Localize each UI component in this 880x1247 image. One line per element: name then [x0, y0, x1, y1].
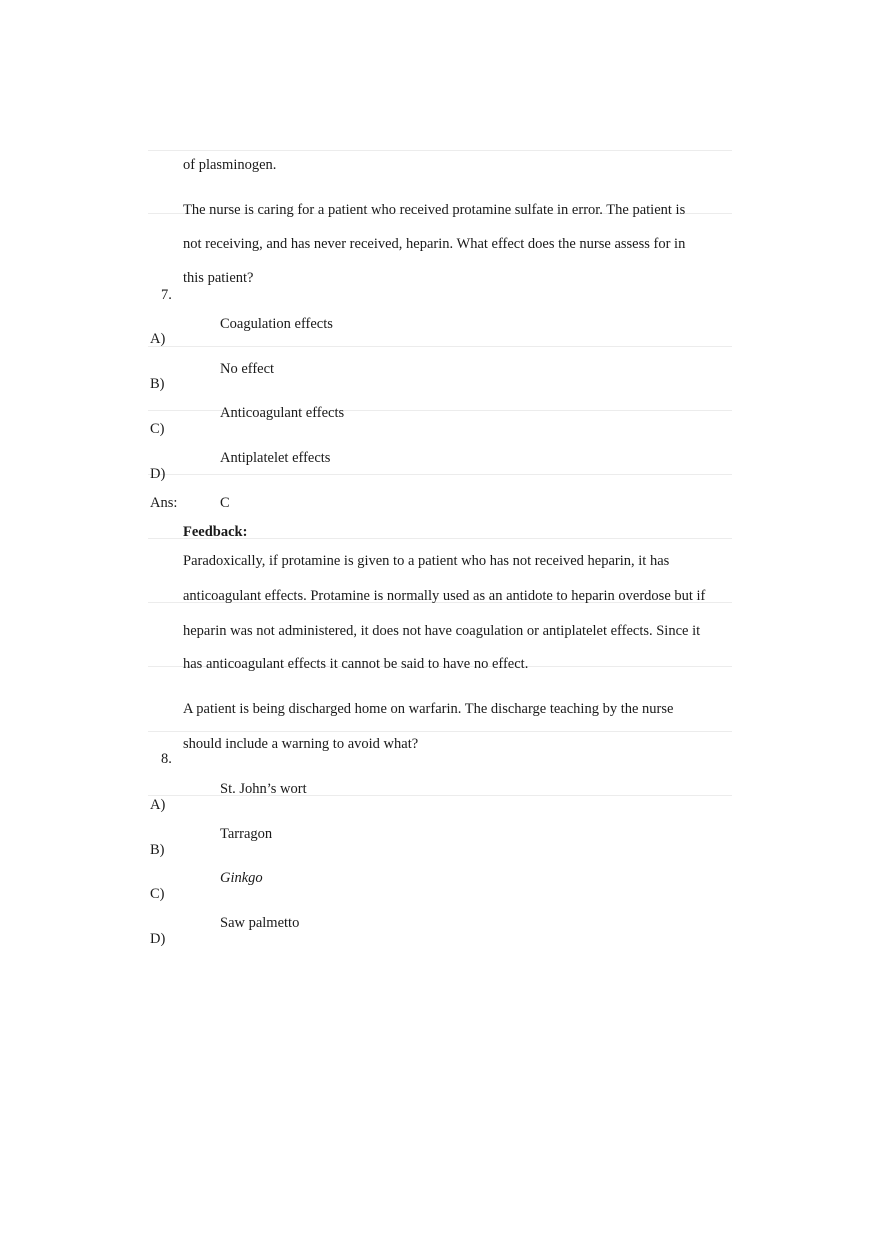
q8-option-b-label: B) — [150, 842, 165, 858]
q8-number: 8. — [161, 751, 172, 767]
q8-option-a-label: A) — [150, 797, 166, 813]
q8-option-b-text: Tarragon — [220, 826, 273, 842]
answer-label: Ans: — [150, 495, 178, 511]
q8-line: should include a warning to avoid what? — [183, 736, 419, 752]
divider — [148, 150, 732, 151]
q7-option-d-text: Antiplatelet effects — [220, 450, 331, 466]
q8-option-a-text: St. John’s wort — [220, 781, 307, 797]
feedback-line: has anticoagulant effects it cannot be said to have no effect. — [183, 656, 529, 672]
q8-option-c-label: C) — [150, 886, 165, 902]
q7-option-c-label: C) — [150, 421, 165, 437]
q7-option-b-label: B) — [150, 376, 165, 392]
previous-text-tail: of plasminogen. — [183, 157, 277, 173]
q7-line: this patient? — [183, 270, 254, 286]
feedback-title: Feedback: — [183, 524, 248, 540]
q7-line: not receiving, and has never received, heparin. What effect does the nurse assess for in — [183, 236, 686, 252]
q7-option-d-label: D) — [150, 466, 166, 482]
q8-option-d-label: D) — [150, 931, 166, 947]
q7-option-a-label: A) — [150, 331, 166, 347]
q7-number: 7. — [161, 287, 172, 303]
q7-line: The nurse is caring for a patient who received protamine sulfate in error. The patient is — [183, 202, 686, 218]
feedback-line: anticoagulant effects. Protamine is normally used as an antidote to heparin overdose but if — [183, 588, 706, 604]
q7-option-a-text: Coagulation effects — [220, 316, 333, 332]
q7-option-c-text: Anticoagulant effects — [220, 405, 345, 421]
feedback-line: heparin was not administered, it does not have coagulation or antiplatelet effects. Since it — [183, 623, 701, 639]
answer-value: C — [220, 495, 230, 511]
divider — [148, 731, 732, 732]
q7-option-b-text: No effect — [220, 361, 275, 377]
q8-option-d-text: Saw palmetto — [220, 915, 300, 931]
q8-option-c-text: Ginkgo — [220, 870, 263, 886]
divider — [148, 346, 732, 347]
divider — [148, 474, 732, 475]
q8-line: A patient is being discharged home on warfarin. The discharge teaching by the nurse — [183, 701, 674, 717]
feedback-line: Paradoxically, if protamine is given to a patient who has not received heparin, it has — [183, 553, 670, 569]
